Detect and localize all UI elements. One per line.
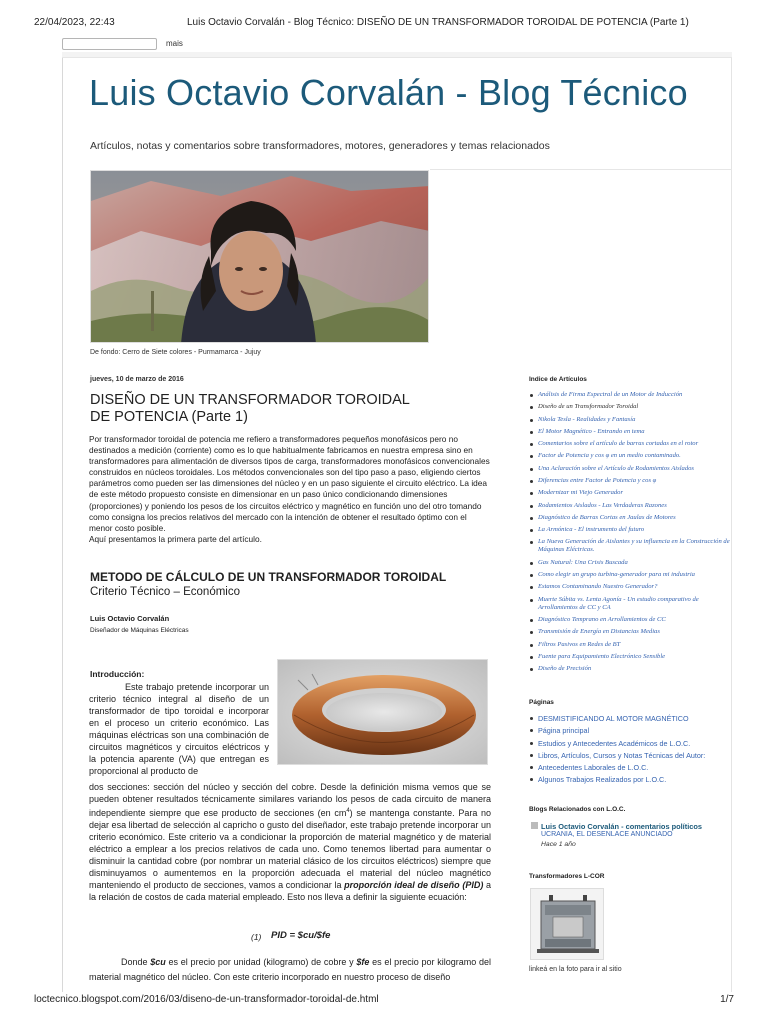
closing-text-a: Donde xyxy=(121,957,151,967)
related-blog-link[interactable]: Luis Octavio Corvalán - comentarios políticos xyxy=(541,822,702,831)
blog-frame-top xyxy=(62,52,732,58)
page-link[interactable]: Algunos Trabajos Realizados por L.O.C. xyxy=(529,775,734,784)
post-intro xyxy=(89,434,491,545)
index-item[interactable]: La Armónica - El instrumento del futuro xyxy=(529,526,734,534)
related-post-link[interactable]: UCRANIA, EL DESENLACE ANUNCIADO xyxy=(541,831,673,838)
index-item[interactable]: Una Aclaración sobre el Artículo de Rodamientos Aislados xyxy=(529,465,734,473)
index-item[interactable]: Modernizar mi Viejo Generador xyxy=(529,489,734,497)
index-item[interactable]: Rodamientos Aislados - Las Verdaderas Razones xyxy=(529,502,734,510)
transformer-image xyxy=(531,889,604,960)
index-item[interactable]: Diseño de Precisión xyxy=(529,665,734,673)
post-author-role: Diseñador de Máquinas Eléctricas xyxy=(90,627,189,634)
closing-text-c: es el precio por kilogramo del material magnético del núcleo. Con este criterio incorporado en nuestro proceso de diseño xyxy=(89,957,491,982)
page-link[interactable]: Página principal xyxy=(529,726,734,735)
index-item[interactable]: Muerte Súbita vs. Lenta Agonía - Un estudio comparativo de Arrollamientos de CC y CA xyxy=(529,596,734,612)
post-date: jueves, 10 de marzo de 2016 xyxy=(90,376,184,383)
header-photo-caption: De fondo: Cerro de Siete colores - Purmamarca - Jujuy xyxy=(90,349,261,356)
print-page-title: Luis Octavio Corvalán - Blog Técnico: DISEÑO DE UN TRANSFORMADOR TOROIDAL DE POTENCIA (Parte 1) xyxy=(187,17,689,28)
related-post-age: Hace 1 año xyxy=(541,841,576,848)
sidebar-index-title: Indice de Artículos xyxy=(529,376,587,383)
post-intro-text: Por transformador toroidal de potencia me refiero a transformadores pequeños monofásicos pero no destinados a medición (corriente) como es lo que habitualmente fabricamos en nuestra empresa sino en transformadores para alimentación de diversos tipos de carga, transformadores monofásicos convencionales construidos en núcleos toroidales. Los métodos convencionales son del tipo paso a paso, eligiendo ciertos parámetros como pueden ser las dimensiones del núcleo y en un paso siguiente el circuito eléctrico. La idea de este método propuesto consiste en dimensionar en un paso único condicionando dimensiones (proporciones) y poniendo los pesos de los circuitos eléctrico y magnético en función uno del otro tomando como consigna los precios relativos del mercado con la intención de obtener el resultado óptimo con el menor costo posible. xyxy=(89,434,490,533)
equation-pid: PID = $cu/$fe xyxy=(271,930,331,941)
page-link[interactable]: DESMISTIFICANDO AL MOTOR MAGNÉTICO xyxy=(529,714,734,723)
introduction-text-left: Este trabajo pretende incorporar un criterio técnico integral al diseño de un transformador de tipo toroidal e incorporar en el proceso un criterio económico. Las máquinas eléctricas son una combinación de circuitos magnéticos y circuitos eléctricos y la potencia aparente (VA) que entregan es proporcional al producto de xyxy=(89,682,269,776)
index-item[interactable]: Diseño de un Transformador Toroidal xyxy=(529,403,734,411)
index-item[interactable]: Como elegir un grupo turbina-generador para mi industria xyxy=(529,571,734,579)
navbar-search-input[interactable] xyxy=(62,38,157,50)
post-title[interactable]: DISEÑO DE UN TRANSFORMADOR TOROIDAL DE POTENCIA (Parte 1) xyxy=(90,392,410,425)
sidebar-index-list xyxy=(529,391,734,677)
header-divider xyxy=(430,169,732,170)
intro-text-a: dos secciones: sección del núcleo y sección del cobre. Desde la definición misma vemos que se pueden obtener resultados técnicamente similares variando los pesos de cada circuito de manera independiente siempre que ese producto de secciones (en cm xyxy=(89,782,491,818)
closing-text-b: es el precio por unidad (kilogramo) de cobre y xyxy=(165,957,357,967)
blog-title[interactable]: Luis Octavio Corvalán - Blog Técnico xyxy=(89,72,688,113)
print-url: loctecnico.blogspot.com/2016/03/diseno-de-un-transformador-toroidal-de.html xyxy=(34,994,379,1005)
blogger-navbar xyxy=(62,38,732,52)
index-item[interactable]: El Motor Magnético - Entrando en tema xyxy=(529,428,734,436)
index-item[interactable]: Comentarios sobre el artículo de barras cortadas en el rotor xyxy=(529,440,734,448)
index-item[interactable]: La Nueva Generación de Aislantes y su influencia en la Construcción de Máquinas Eléctricas. xyxy=(529,538,734,554)
index-item[interactable]: Diferencias entre Factor de Potencia y cos φ xyxy=(529,477,734,485)
index-item[interactable]: Filtros Pasivos en Redes de BT xyxy=(529,641,734,649)
print-page-number: 1/7 xyxy=(720,994,734,1005)
closing-paragraph xyxy=(89,955,491,985)
blog-favicon-icon xyxy=(531,822,538,829)
introduction-paragraph-full xyxy=(89,781,491,903)
transformer-photo-caption: linkeá en la foto para ir al sitio xyxy=(529,966,622,973)
page-link[interactable]: Libros, Artículos, Cursos y Notas Técnicas del Autor: xyxy=(529,751,734,760)
index-item[interactable]: Factor de Potencia y cos φ en un medio contaminado. xyxy=(529,452,734,460)
page-link[interactable]: Estudios y Antecedentes Académicos de L.O.C. xyxy=(529,739,734,748)
introduction-paragraph-left xyxy=(89,681,269,777)
sidebar-pages-title: Páginas xyxy=(529,699,554,706)
index-item[interactable]: Diagnóstico Temprano en Arrollamientos de CC xyxy=(529,616,734,624)
sidebar-pages-list xyxy=(529,714,734,788)
closing-fe: $fe xyxy=(356,957,370,967)
intro-text-b: ) se mantenga constante. Para no dejar esa libertad de selección al capricho o gusto del diseñador, este trabajo pretende incorporar un criterio económico. Este criterio va a condicionar la proporción de material magnético y de material eléctrico a emplear a los precios relativos de cada uno. Como tenemos libertad para aumentar o disminuir la cantidad cobre (por nombrar un material clásico de los circuitos eléctricos) siempre que disminuyamos o aumentemos en la proporción adecuada el material del núcleo magnético manteniendo el producto de secciones, vamos a condicionar la xyxy=(89,808,491,890)
post-author: Luis Octavio Corvalán xyxy=(90,614,170,623)
print-footer xyxy=(34,994,734,1008)
portrait-photo-image xyxy=(91,171,429,343)
intro-superscript: 4 xyxy=(346,808,350,814)
toroidal-transformer-photo[interactable] xyxy=(277,659,488,765)
index-item[interactable]: Diagnóstico de Barras Cortas en Jaulas de Motores xyxy=(529,514,734,522)
page-link[interactable]: Antecedentes Laborales de L.O.C. xyxy=(529,763,734,772)
index-item[interactable]: Gas Natural: Una Crisis Buscada xyxy=(529,559,734,567)
sidebar-transformers-title: Transformadores L-COR xyxy=(529,873,605,880)
index-item[interactable]: Estamos Contaminando Nuestro Generador? xyxy=(529,583,734,591)
intro-pid-term: proporción ideal de diseño (PID) xyxy=(344,880,484,890)
sidebar-related-title: Blogs Relacionados con L.O.C. xyxy=(529,806,626,813)
navbar-more-link[interactable]: mais xyxy=(166,39,183,48)
index-item[interactable]: Análisis de Firma Espectral de un Motor de Inducción xyxy=(529,391,734,399)
intro-text-c: a la relación de costos de cada material empleado. Esto nos lleva a definir la siguiente ecuación: xyxy=(89,880,491,902)
index-item[interactable]: Transmisión de Energía en Distancias Medias xyxy=(529,628,734,636)
print-header xyxy=(34,17,734,31)
post-intro-last: Aquí presentamos la primera parte del artículo. xyxy=(89,533,262,544)
index-item[interactable]: Fuente para Equipamiento Electrónico Sensible xyxy=(529,653,734,661)
toroid-image xyxy=(278,660,488,765)
closing-cu: $cu xyxy=(150,957,166,967)
index-item[interactable]: Nikola Tesla - Realidades y Fantasía xyxy=(529,416,734,424)
equation-number: (1) xyxy=(251,932,262,942)
blog-description: Artículos, notas y comentarios sobre transformadores, motores, generadores y temas relacionados xyxy=(90,140,550,152)
section-title: METODO DE CÁLCULO DE UN TRANSFORMADOR TOROIDAL xyxy=(90,570,447,584)
header-photo xyxy=(90,170,429,343)
introduction-heading: Introducción: xyxy=(90,669,145,679)
print-datetime: 22/04/2023, 22:43 xyxy=(34,17,115,28)
section-subtitle: Criterio Técnico – Económico xyxy=(90,586,240,598)
transformer-product-photo[interactable] xyxy=(530,888,604,960)
